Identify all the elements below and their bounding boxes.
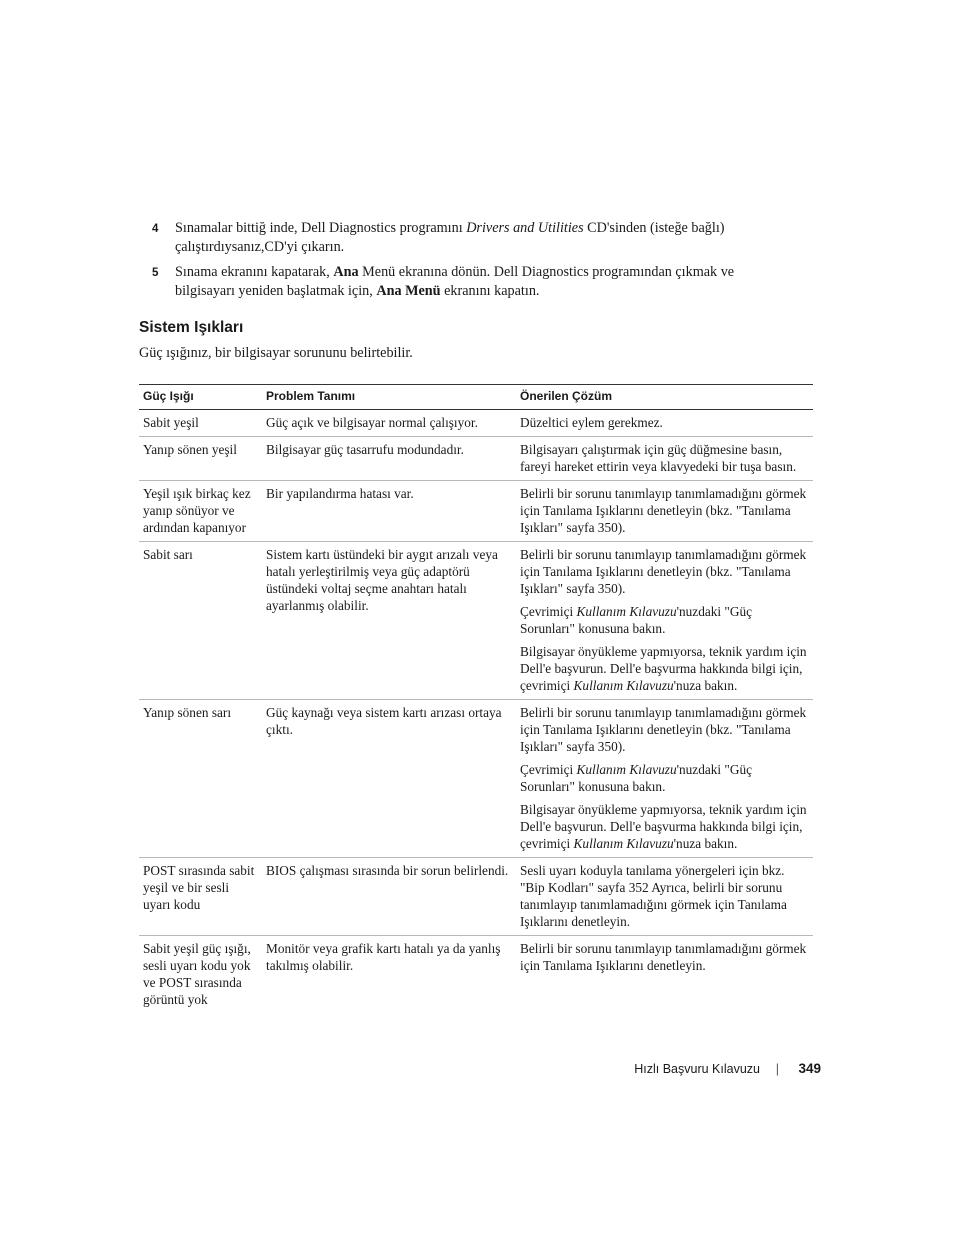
step-text <box>175 264 734 299</box>
solution-paragraph <box>520 704 809 755</box>
text-run: Çevrimiçi <box>520 762 577 777</box>
cell-solution <box>516 858 813 936</box>
section-title: Sistem Işıkları <box>139 319 244 336</box>
text-run: 'nuzdaki "Güç Sorunları" konusuna bakın. <box>520 762 753 794</box>
header-problem: Problem Tanımı <box>262 385 516 410</box>
text-run: Sınamalar bittiğ inde, Dell Diagnostics programını <box>175 220 467 236</box>
solution-paragraph <box>520 441 809 475</box>
header-solution: Önerilen Çözüm <box>516 385 813 410</box>
header-power-light: Güç Işığı <box>139 385 262 410</box>
cell-problem: Bir yapılandırma hatası var. <box>262 481 516 542</box>
text-run: Drivers and Utilities <box>466 220 584 236</box>
table-body <box>139 410 813 1014</box>
step-number: 5 <box>152 267 159 279</box>
cell-power-light: Sabit yeşil güç ışığı, sesli uyarı kodu yok ve POST sırasında görüntü yok <box>143 941 251 1007</box>
step-item <box>152 219 792 257</box>
solution-paragraph <box>520 643 809 694</box>
text-run: Bilgisayarı çalıştırmak için güç düğmesine basın, fareyi hareket ettirin veya klavyedeki bir tuşa basın. <box>520 442 797 474</box>
cell-solution <box>516 437 813 481</box>
text-run: Bilgisayar önyükleme yapmıyorsa, teknik yardım için Dell'e başvurun. Dell'e başvurma hakkında bilgi için, çevrimiçi <box>520 802 807 851</box>
text-run: Çevrimiçi <box>520 604 577 619</box>
cell-power-light: POST sırasında sabit yeşil ve bir sesli uyarı kodu <box>139 858 262 936</box>
text-run: Sesli uyarı koduyla tanılama yönergeleri için bkz. "Bip Kodları" sayfa 352 Ayrıca, belirli bir sorunu tanımlayıp tanımlamadığını görmek için Tanılama Işıklarını denetleyin. <box>520 863 787 929</box>
table-row <box>139 542 813 700</box>
table-row <box>139 410 813 437</box>
cell-solution <box>516 481 813 542</box>
cell-problem: Güç açık ve bilgisayar normal çalışıyor. <box>262 410 516 437</box>
solution-paragraph <box>520 801 809 852</box>
text-run: Kullanım Kılavuzu <box>573 836 674 851</box>
text-run: Kullanım Kılavuzu <box>576 604 677 619</box>
text-run: Sınama ekranını kapatarak, <box>175 264 334 280</box>
cell-solution <box>516 410 813 437</box>
text-run: Belirli bir sorunu tanımlayıp tanımlamadığını görmek için Tanılama Işıklarını denetleyin (bkz. "Tanılama Işıkları" sayfa 350). <box>520 547 807 596</box>
footer-separator: | <box>775 1062 779 1076</box>
solution-paragraph <box>520 761 809 795</box>
text-run: Kullanım Kılavuzu <box>576 762 677 777</box>
text-run: Bilgisayar önyükleme yapmıyorsa, teknik yardım için Dell'e başvurun. Dell'e başvurma hakkında bilgi için, çevrimiçi <box>520 644 807 693</box>
text-run: Belirli bir sorunu tanımlayıp tanımlamadığını görmek için Tanılama Işıklarını denetleyin. <box>520 941 807 973</box>
text-run: CD'sinden (isteğe bağlı) çalıştırdıysanız,CD'yi çıkarın. <box>175 220 725 255</box>
cell-solution <box>516 700 813 858</box>
table-row <box>139 700 813 858</box>
cell-solution <box>516 936 813 1014</box>
text-run: Ana <box>333 264 359 280</box>
table-row <box>139 437 813 481</box>
instruction-steps <box>152 219 792 307</box>
cell-power-light: Sabit yeşil <box>139 410 262 437</box>
step-item <box>152 263 792 301</box>
solution-paragraph <box>520 485 809 536</box>
text-run: 'nuza bakın. <box>673 836 738 851</box>
solution-paragraph <box>520 546 809 597</box>
text-run: Düzeltici eylem gerekmez. <box>520 415 663 430</box>
cell-power-light: Yeşil ışık birkaç kez yanıp sönüyor ve ardından kapanıyor <box>139 481 262 542</box>
text-run: Belirli bir sorunu tanımlayıp tanımlamadığını görmek için Tanılama Işıklarını denetleyin (bkz. "Tanılama Işıkları" sayfa 350). <box>520 705 807 754</box>
cell-problem: Bilgisayar güç tasarrufu modundadır. <box>262 437 516 481</box>
solution-paragraph <box>520 862 809 930</box>
table-row <box>139 936 813 1014</box>
text-run: 'nuzdaki "Güç Sorunları" konusuna bakın. <box>520 604 753 636</box>
cell-problem: Monitör veya grafik kartı hatalı ya da yanlış takılmış olabilir. <box>266 941 501 973</box>
cell-power-light: Sabit sarı <box>139 542 262 700</box>
step-text <box>175 220 724 255</box>
cell-power-light: Yanıp sönen sarı <box>139 700 262 858</box>
cell-problem: Sistem kartı üstündeki bir aygıt arızalı veya hatalı yerleştirilmiş veya güç adaptörü üstündeki voltaj seçme anahtarı hatalı ayarlanmış olabilir. <box>262 542 516 700</box>
table-header-row <box>139 385 813 410</box>
solution-paragraph <box>520 940 809 974</box>
solution-paragraph <box>520 603 809 637</box>
text-run: ekranını kapatın. <box>440 283 540 299</box>
text-run: Ana Menü <box>376 283 441 299</box>
footer-title: Hızlı Başvuru Kılavuzu <box>634 1062 760 1076</box>
section-intro: Güç ışığınız, bir bilgisayar sorununu belirtebilir. <box>139 345 413 361</box>
text-run: Menü ekranına dönün. Dell Diagnostics programından çıkmak ve bilgisayarı yeniden başlatmak için, <box>175 264 735 299</box>
text-run: Belirli bir sorunu tanımlayıp tanımlamadığını görmek için Tanılama Işıklarını denetleyin (bkz. "Tanılama Işıkları" sayfa 350). <box>520 486 807 535</box>
table-row <box>139 481 813 542</box>
text-run: 'nuza bakın. <box>673 678 738 693</box>
cell-problem: BIOS çalışması sırasında bir sorun belirlendi. <box>262 858 516 936</box>
cell-solution <box>516 542 813 700</box>
system-lights-table <box>139 384 813 1013</box>
text-run: Kullanım Kılavuzu <box>573 678 674 693</box>
step-number: 4 <box>152 223 159 235</box>
table-row <box>139 858 813 936</box>
cell-problem: Güç kaynağı veya sistem kartı arızası ortaya çıktı. <box>262 700 516 858</box>
cell-power-light: Yanıp sönen yeşil <box>139 437 262 481</box>
solution-paragraph <box>520 414 809 431</box>
page-number: 349 <box>798 1061 821 1076</box>
